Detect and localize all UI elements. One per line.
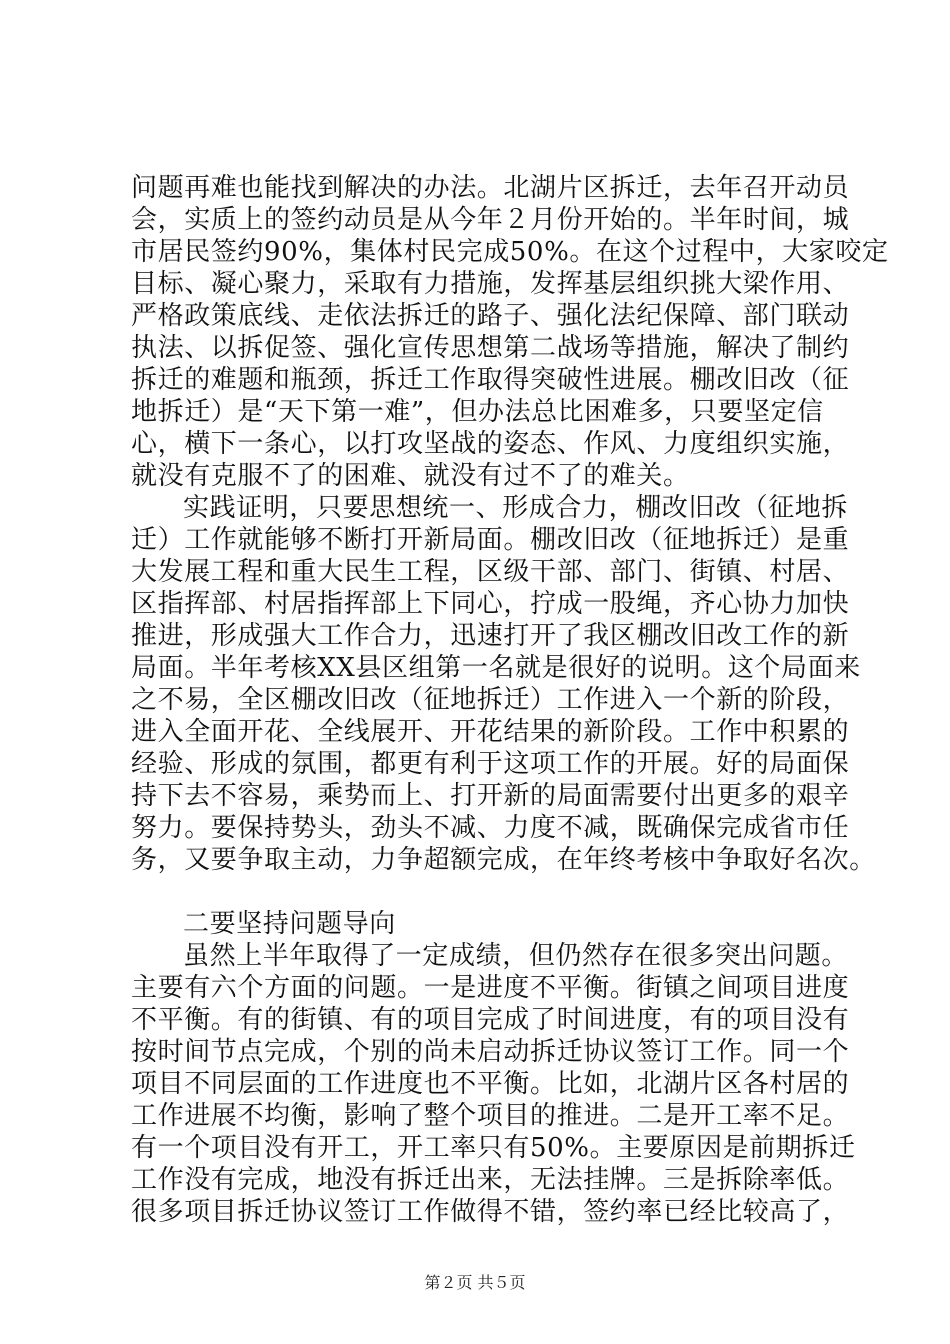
paragraph-2 — [131, 492, 876, 876]
text-line: 务，又要争取主动，力争超额完成，在年终考核中争取好名次。 — [131, 845, 876, 875]
text-line: 问题再难也能找到解决的办法。北湖片区拆迁，去年召开动员 — [131, 173, 850, 203]
text-line: 工作进展不均衡，影响了整个项目的推进。二是开工率不足。 — [131, 1101, 850, 1131]
document-body — [131, 172, 889, 1228]
text-line: 会，实质上的签约动员是从今年２月份开始的。半年时间，城 — [131, 205, 850, 235]
text-line: 大发展工程和重大民生工程，区级干部、部门、街镇、村居、 — [131, 557, 850, 587]
text-line: 严格政策底线、走依法拆迁的路子、强化法纪保障、部门联动 — [131, 301, 850, 331]
text-line: 按时间节点完成，个别的尚未启动拆迁协议签订工作。同一个 — [131, 1037, 850, 1067]
text-line: 拆迁的难题和瓶颈，拆迁工作取得突破性进展。棚改旧改（征 — [131, 365, 850, 395]
text-line: 迁）工作就能够不断打开新局面。棚改旧改（征地拆迁）是重 — [131, 525, 850, 555]
text-line: 心，横下一条心，以打攻坚战的姿态、作风、力度组织实施， — [131, 429, 850, 459]
section-heading: 二要坚持问题导向 — [183, 909, 396, 939]
text-line: 虽然上半年取得了一定成绩，但仍然存在很多突出问题。 — [183, 941, 849, 971]
text-line: 之不易，全区棚改旧改（征地拆迁）工作进入一个新的阶段， — [131, 685, 850, 715]
text-line: 实践证明，只要思想统一、形成合力，棚改旧改（征地拆 — [183, 493, 849, 523]
text-line: 局面。半年考核XX县区组第一名就是很好的说明。这个局面来 — [131, 653, 861, 683]
text-line: 有一个项目没有开工，开工率只有50%。主要原因是前期拆迁 — [131, 1133, 856, 1163]
text-line: 不平衡。有的街镇、有的项目完成了时间进度，有的项目没有 — [131, 1005, 850, 1035]
text-line: 主要有六个方面的问题。一是进度不平衡。街镇之间项目进度 — [131, 973, 850, 1003]
text-line: 经验、形成的氛围，都更有利于这项工作的开展。好的局面保 — [131, 749, 850, 779]
text-line: 就没有克服不了的困难、就没有过不了的难关。 — [131, 461, 690, 491]
page-footer: 第２页 共５页 — [424, 1273, 526, 1292]
text-line: 持下去不容易，乘势而上、打开新的局面需要付出更多的艰辛 — [131, 781, 850, 811]
text-line: 地拆迁）是“天下第一难”，但办法总比困难多，只要坚定信 — [131, 397, 824, 427]
text-line: 市居民签约90%，集体村民完成50%。在这个过程中，大家咬定 — [131, 237, 889, 267]
text-line: 目标、凝心聚力，采取有力措施，发挥基层组织挑大梁作用、 — [131, 269, 850, 299]
text-line: 很多项目拆迁协议签订工作做得不错，签约率已经比较高了， — [131, 1197, 850, 1227]
paragraph-3 — [131, 940, 856, 1228]
paragraph-1 — [131, 172, 889, 492]
text-line: 执法、以拆促签、强化宣传思想第二战场等措施，解决了制约 — [131, 333, 850, 363]
text-line: 推进，形成强大工作合力，迅速打开了我区棚改旧改工作的新 — [131, 621, 850, 651]
text-line: 努力。要保持势头，劲头不减、力度不减，既确保完成省市任 — [131, 813, 850, 843]
text-line: 项目不同层面的工作进度也不平衡。比如，北湖片区各村居的 — [131, 1069, 850, 1099]
text-line: 工作没有完成，地没有拆迁出来，无法挂牌。三是拆除率低。 — [131, 1165, 850, 1195]
text-line: 进入全面开花、全线展开、开花结果的新阶段。工作中积累的 — [131, 717, 850, 747]
text-line: 区指挥部、村居指挥部上下同心，拧成一股绳，齐心协力加快 — [131, 589, 850, 619]
